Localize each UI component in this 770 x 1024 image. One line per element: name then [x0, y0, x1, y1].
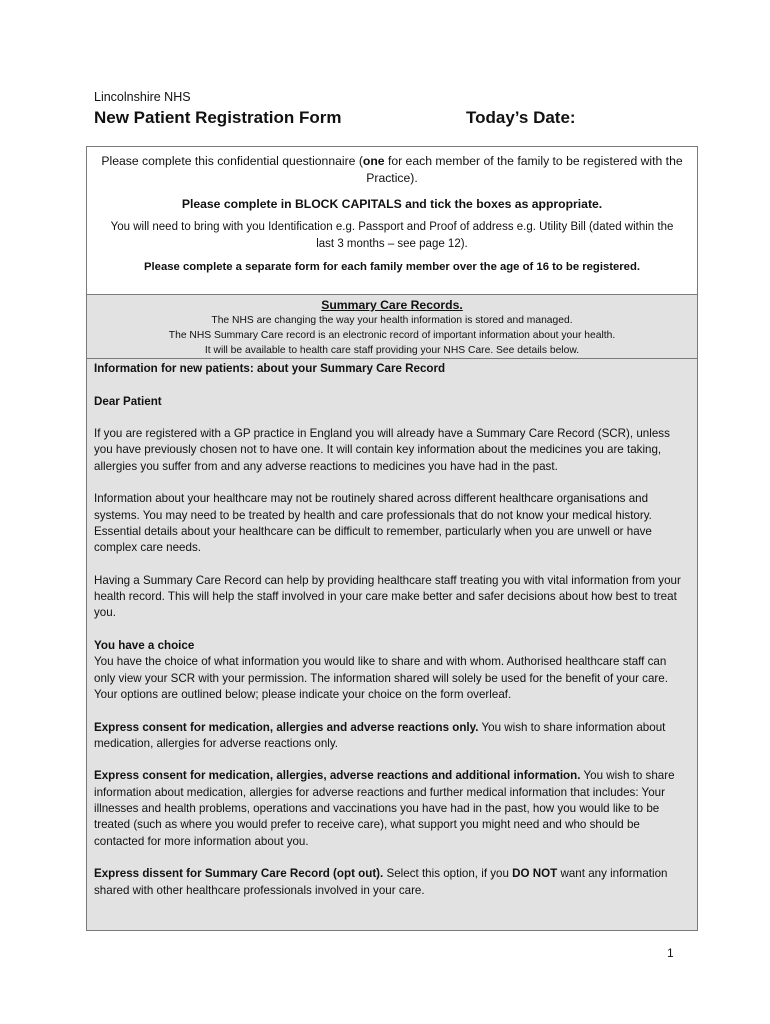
choice-text: You have the choice of what information you would like to share and with whom. Authorised healthcare staff can only view your SCR with your permission. The information shared will solely be used for the benefit of your care.: [94, 655, 668, 685]
option-consent-additional-text: You wish to share information about medication, allergies for adverse reactions and further medical information that includes: Your illnesses and health problems, operations and vaccinations you have had in the past, how you would like to be treated (such as where you would prefer to receive care), what support you might need and who should be contacted for more information about you.: [94, 769, 675, 848]
info-paragraph-3: Having a Summary Care Record can help by providing healthcare staff treating you with vital information from your health record. This will help the staff involved in your care make better and safer decisions about how best to treat you.: [94, 573, 681, 620]
scr-line-2: The NHS Summary Care record is an electronic record of important information about your health.: [168, 330, 616, 341]
option-dissent-not: DO NOT: [512, 867, 558, 881]
salutation: Dear Patient: [94, 394, 162, 408]
scr-heading: Summary Care Records.: [321, 298, 463, 312]
info-paragraph-1: If you are registered with a GP practice in England you will already have a Summary Care Record (SCR), unless you have previously chosen not to have one. It will contain key information about the medicines you are taking, allergies you suffer from and any adverse reactions to medicines you have had in the past.: [94, 427, 670, 473]
choice-heading: You have a choice: [94, 639, 195, 653]
identification-instruction: You will need to bring with you Identification e.g. Passport and Proof of address e.g. Utility Bill (dated within the last 3 months – see page 12).: [110, 221, 674, 250]
intro-instruction-bold: one: [362, 154, 385, 168]
scr-line-1: The NHS are changing the way your health information is stored and managed.: [211, 315, 573, 326]
separate-form-instruction: Please complete a separate form for each family member over the age of 16 to be registered.: [144, 261, 640, 273]
form-title: New Patient Registration Form: [94, 108, 342, 127]
scr-line-3: It will be available to health care staff providing your NHS Care. See details below.: [204, 345, 580, 356]
options-text: Your options are outlined below; please indicate your choice on the form overleaf.: [94, 687, 512, 701]
option-consent-basic: [94, 720, 689, 753]
intro-instruction-post: for each member of the family to be registered with the Practice).: [366, 154, 683, 185]
option-dissent: [94, 866, 689, 899]
info-heading: Information for new patients: about your Summary Care Record: [94, 362, 446, 375]
info-paragraph-2: Information about your healthcare may not be routinely shared across different healthcare organisations and systems. You may need to be treated by health and care professionals that do not know your medical history. Essential details about your healthcare can be difficult to remember, particularly when you are unwell or have complex care needs.: [94, 492, 652, 555]
option-consent-additional-title: Express consent for medication, allergies, adverse reactions and additional information.: [94, 769, 581, 783]
option-consent-basic-text: You wish to share information about medication, allergies for adverse reactions only.: [94, 720, 666, 750]
option-consent-basic-title: Express consent for medication, allergies and adverse reactions only.: [94, 720, 479, 734]
intro-instruction-pre: Please complete this confidential questionnaire (: [101, 154, 363, 168]
intro-instruction: [101, 153, 683, 187]
todays-date-label: Today’s Date:: [466, 108, 576, 127]
option-dissent-title: Express dissent for Summary Care Record (opt out).: [94, 867, 384, 881]
option-dissent-text-post: want any information shared with other healthcare professionals involved in your care.: [94, 867, 668, 897]
page-number: 1: [667, 946, 674, 960]
option-dissent-text-pre: Select this option, if you: [383, 867, 513, 881]
block-capitals-instruction: Please complete in BLOCK CAPITALS and tick the boxes as appropriate.: [181, 197, 603, 211]
intro-box: [86, 146, 698, 295]
summary-care-records-box: [86, 294, 698, 359]
option-consent-additional: [94, 768, 689, 849]
patient-information-box: [86, 358, 698, 931]
organisation-name: Lincolnshire NHS: [94, 90, 191, 104]
